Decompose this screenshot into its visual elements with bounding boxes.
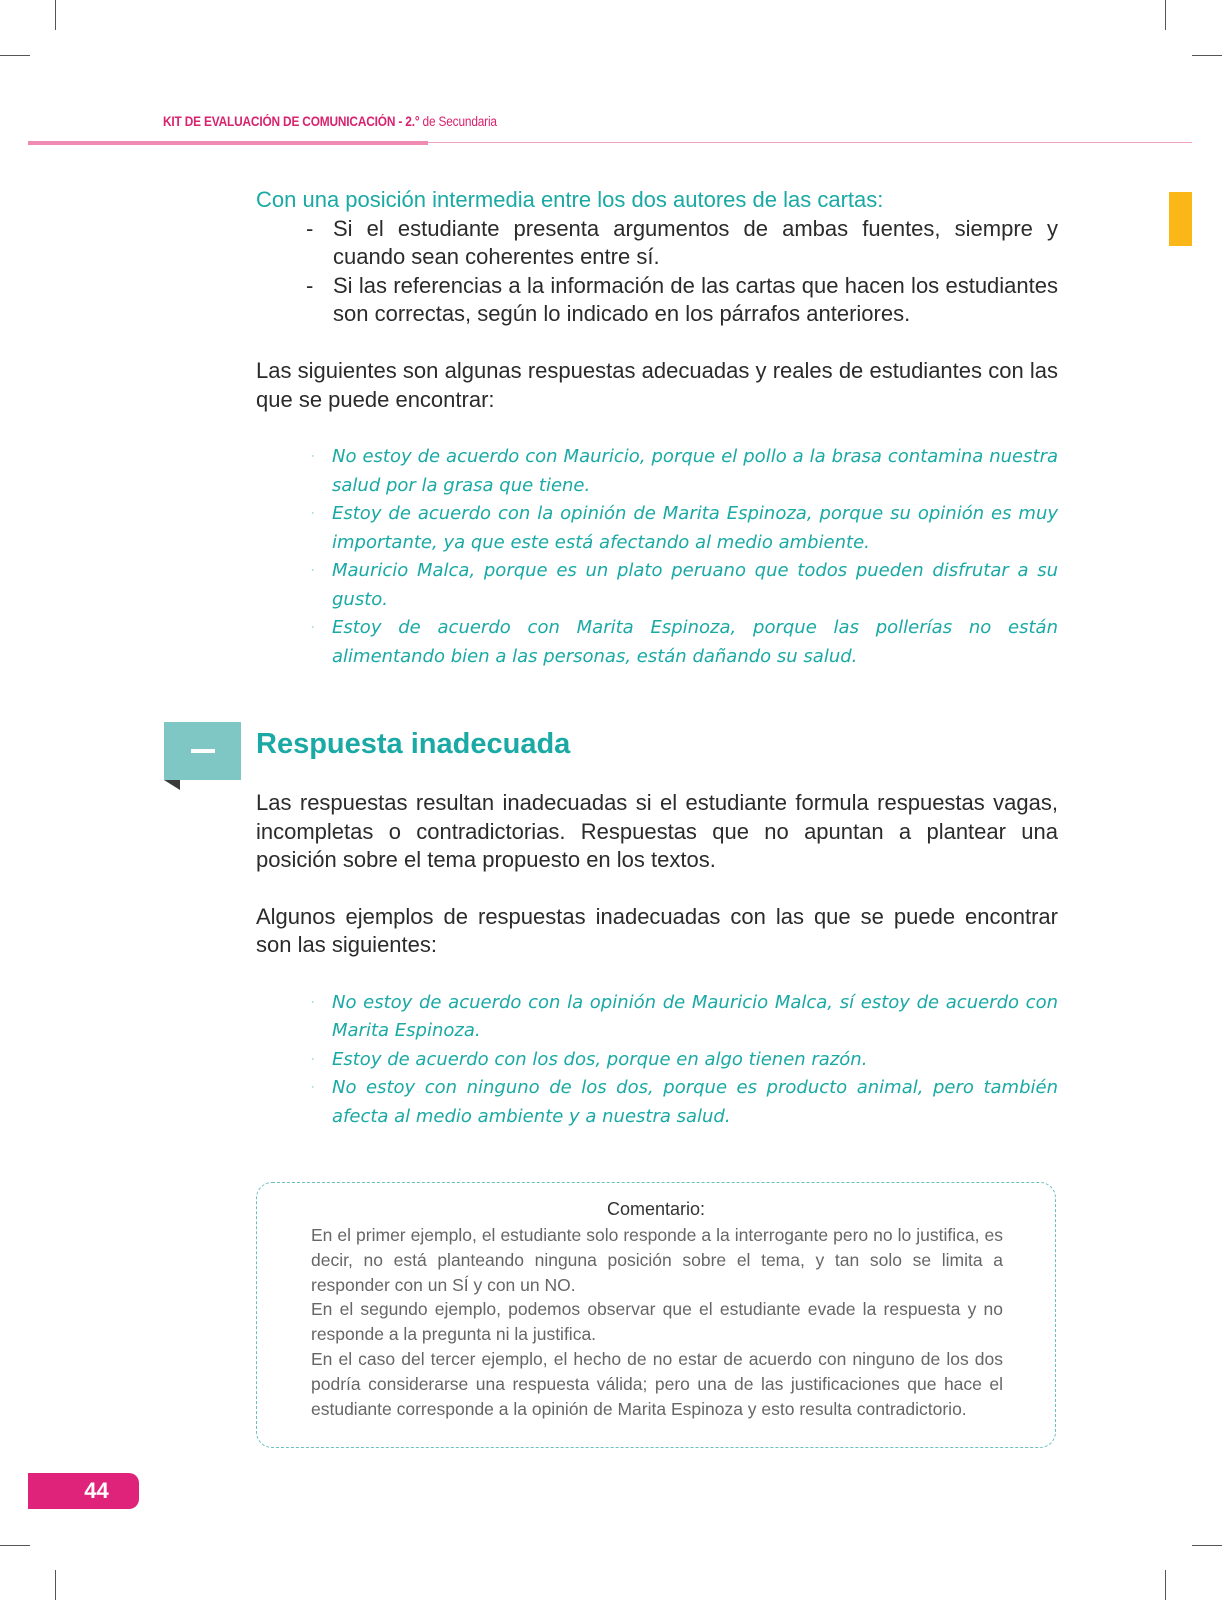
example-item xyxy=(310,1074,1058,1131)
list-item-text: Si el estudiante presenta argumentos de ambas fuentes, siempre y cuando sean coherentes entre sí. xyxy=(333,215,1058,269)
crop-mark xyxy=(0,55,30,56)
crop-mark xyxy=(55,0,56,30)
running-header xyxy=(163,114,497,129)
bullet-dot: · xyxy=(310,446,316,467)
example-text: Estoy de acuerdo con los dos, porque en algo tienen razón. xyxy=(332,1048,868,1070)
bullet-dot: · xyxy=(310,503,316,524)
example-text: Mauricio Malca, porque es un plato peruano que todos pueden disfrutar a su gusto. xyxy=(332,560,1058,610)
intro-list xyxy=(256,215,1058,329)
example-item xyxy=(310,989,1058,1046)
inadequate-examples xyxy=(256,989,1058,1132)
running-header-sub: de Secundaria xyxy=(419,114,497,129)
crop-mark xyxy=(1192,55,1222,56)
example-text: Estoy de acuerdo con la opinión de Marita Espinoza, porque su opinión es muy importante, ya que este está afectando al medio ambiente. xyxy=(332,503,1058,553)
page-number: 44 xyxy=(28,1473,139,1509)
inadequate-section xyxy=(256,789,1058,1131)
example-item xyxy=(310,1046,1058,1075)
header-rule-accent xyxy=(28,141,428,145)
list-item xyxy=(306,272,1058,329)
comment-paragraph: En el caso del tercer ejemplo, el hecho de no estar de acuerdo con ninguno de los dos podría considerarse una respuesta válida; pero una de las justificaciones que hace el estudiante corresponde a la opinión de Marita Espinoza y esto resulta contradictorio. xyxy=(311,1348,1003,1419)
example-text: Estoy de acuerdo con Marita Espinoza, porque las pollerías no están alimentando bien a las personas, están dañando su salud. xyxy=(332,617,1058,667)
comment-title: Comentario: xyxy=(606,1199,706,1219)
bullet-dot: · xyxy=(310,1048,316,1070)
adequate-examples xyxy=(256,443,1058,671)
example-item xyxy=(310,443,1058,500)
crop-mark xyxy=(1165,0,1166,30)
inadequate-paragraph: Las respuestas resultan inadecuadas si el estudiante formula respuestas vagas, incompletas o contradictorias. Respuestas que no apuntan a plantear una posición sobre el tema propuesto en los textos. xyxy=(256,790,1058,872)
example-text: No estoy de acuerdo con Mauricio, porque el pollo a la brasa contamina nuestra salud por la grasa que tiene. xyxy=(332,446,1058,496)
example-text: No estoy de acuerdo con la opinión de Mauricio Malca, sí estoy de acuerdo con Marita Espinoza. xyxy=(332,991,1058,1041)
inadequate-lead: Algunos ejemplos de respuestas inadecuadas con las que se puede encontrar son las siguientes: xyxy=(256,903,1058,957)
dash-marker: - xyxy=(306,272,314,298)
intro-heading: Con una posición intermedia entre los dos autores de las cartas: xyxy=(256,187,884,212)
dash-marker: - xyxy=(306,215,314,241)
adequate-lead: Las siguientes son algunas respuestas adecuadas y reales de estudiantes con las que se puede encontrar: xyxy=(256,358,1058,412)
crop-mark xyxy=(1192,1545,1222,1546)
comment-paragraph: En el segundo ejemplo, podemos observar que el estudiante evade la respuesta y no responde a la pregunta ni la justifica. xyxy=(311,1299,1003,1345)
tab-fold xyxy=(164,780,180,790)
bullet-dot: · xyxy=(310,991,316,1013)
comment-box xyxy=(256,1182,1056,1448)
bullet-dot: · xyxy=(310,617,316,638)
example-item xyxy=(310,500,1058,557)
example-item xyxy=(310,614,1058,671)
minus-icon xyxy=(191,749,215,753)
example-text: No estoy con ninguno de los dos, porque es producto animal, pero también afecta al medio ambiente y a nuestra salud. xyxy=(332,1077,1058,1127)
adequate-section xyxy=(256,357,1058,671)
comment-body xyxy=(311,1223,1003,1421)
crop-mark xyxy=(0,1545,30,1546)
minus-tab-icon xyxy=(164,722,241,780)
side-tab-marker xyxy=(1169,192,1192,246)
bullet-dot: · xyxy=(310,1077,316,1098)
list-item xyxy=(306,215,1058,272)
example-item xyxy=(310,557,1058,614)
bullet-dot: · xyxy=(310,560,316,581)
section-title: Respuesta inadecuada xyxy=(256,728,571,760)
comment-paragraph: En el primer ejemplo, el estudiante solo responde a la interrogante pero no lo justifica, es decir, no está planteando ninguna posición sobre el tema, y tan solo se limita a responder con un SÍ y con un NO. xyxy=(311,1225,1003,1295)
running-header-main: KIT DE EVALUACIÓN DE COMUNICACIÓN - 2.° xyxy=(163,114,420,129)
list-item-text: Si las referencias a la información de las cartas que hacen los estudiantes son correctas, según lo indicado en los párrafos anteriores. xyxy=(333,272,1058,326)
crop-mark xyxy=(1165,1570,1166,1600)
crop-mark xyxy=(55,1570,56,1600)
intro-section xyxy=(256,186,1058,329)
